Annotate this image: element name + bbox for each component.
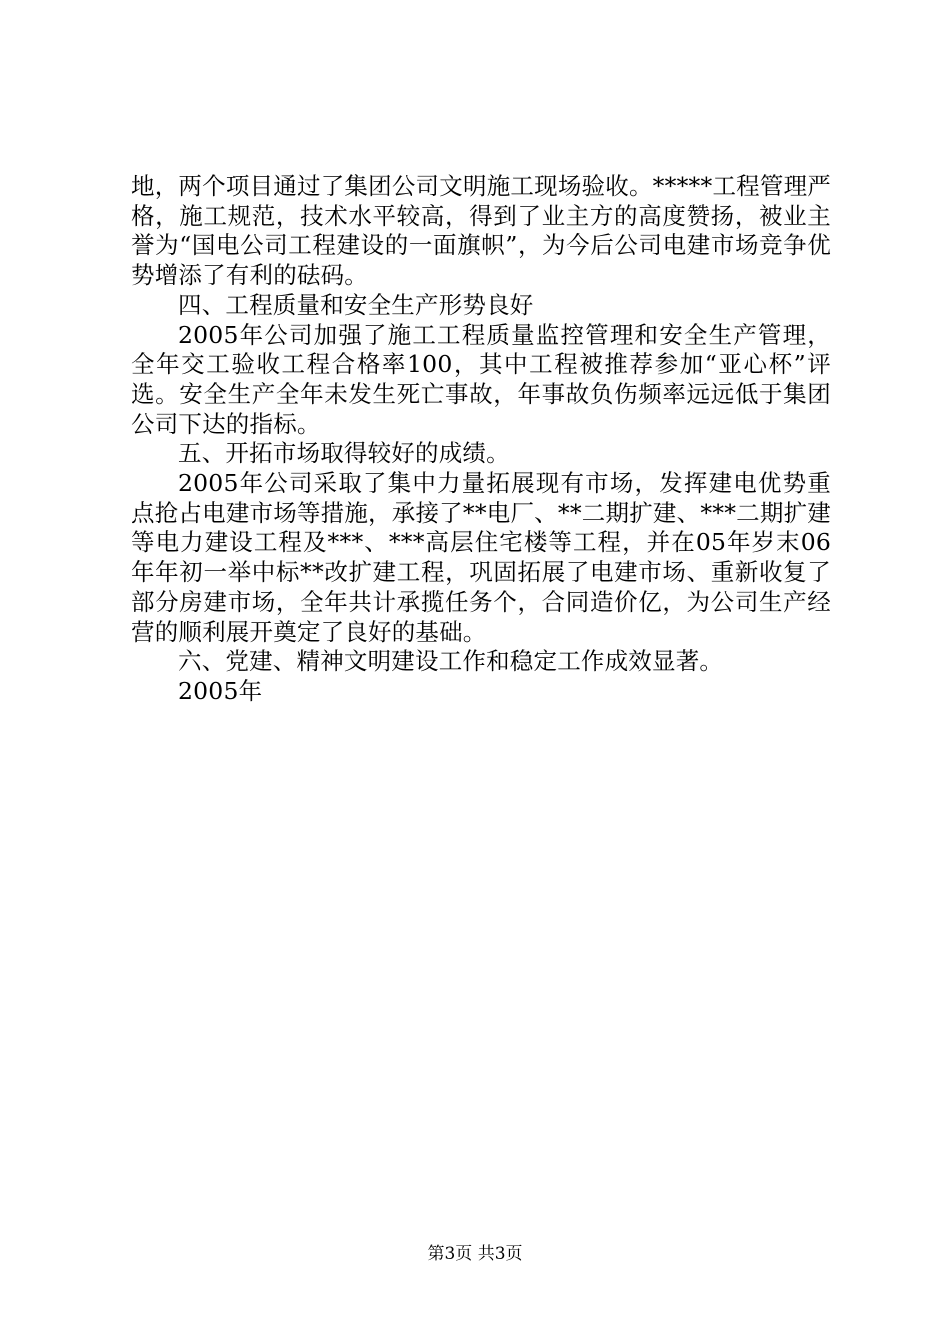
paragraph-quality-safety: 2005年公司加强了施工工程质量监控管理和安全生产管理，全年交工验收工程合格率100，其中工程被推荐参加“亚心杯”评选。安全生产全年未发生死亡事故，年事故负伤频率远远低于集团公司下达的指标。	[131, 320, 831, 438]
paragraph-market: 2005年公司采取了集中力量拓展现有市场，发挥建电优势重点抢占电建市场等措施，承接了**电厂、**二期扩建、***二期扩建等电力建设工程及***、***高层住宅楼等工程，并在05年岁末06年年初一举中标**改扩建工程，巩固拓展了电建市场、重新收复了部分房建市场，全年共计承揽任务个，合同造价亿，为公司生产经营的顺利展开奠定了良好的基础。	[131, 469, 831, 646]
paragraph-continuation: 地，两个项目通过了集团公司文明施工现场验收。*****工程管理严格，施工规范，技术水平较高，得到了业主方的高度赞扬，被业主誉为“国电公司工程建设的一面旗帜”，为今后公司电建市场竞争优势增添了有利的砝码。	[131, 172, 831, 290]
section-heading-quality-safety: 四、工程质量和安全生产形势良好	[178, 290, 534, 319]
page-footer: 第3页 共3页	[427, 1244, 523, 1264]
section-heading-market: 五、开拓市场取得较好的成绩。	[178, 439, 510, 468]
document-body	[131, 172, 831, 707]
section-heading-party-building: 六、党建、精神文明建设工作和稳定工作成效显著。	[178, 647, 724, 676]
paragraph-party-building-start: 2005年	[178, 676, 263, 705]
